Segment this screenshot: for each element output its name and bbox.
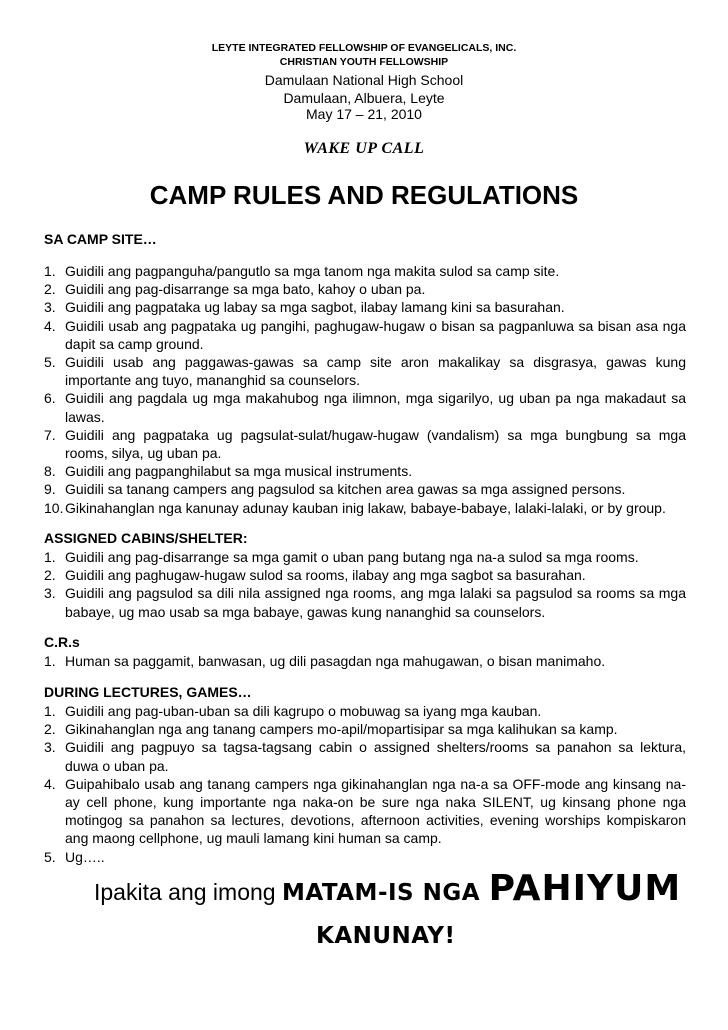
item-text: Gikinahanglan nga kanunay adunay kauban inig lakaw, babaye-babaye, lalaki-lalaki, or by group.	[65, 499, 666, 516]
venue-name: Damulaan National High School	[264, 72, 464, 88]
document-title: CAMP RULES AND REGULATIONS	[149, 180, 579, 210]
closing-fancy-text: MATAM-IS NGA	[281, 880, 489, 906]
section-heading-lectures-games: DURING LECTURES, GAMES…	[44, 684, 252, 700]
list-item	[44, 584, 686, 620]
list-item	[44, 499, 686, 517]
list-item	[44, 280, 686, 298]
item-number: 4.	[44, 775, 56, 792]
organization-name: LEYTE INTEGRATED FELLOWSHIP OF EVANGELICALS, INC.	[211, 42, 517, 54]
list-item	[44, 720, 686, 738]
list-item	[44, 566, 686, 584]
closing-last-text: KANUNAY!	[316, 923, 456, 949]
list-item	[44, 775, 686, 848]
fellowship-name: CHRISTIAN YOUTH FELLOWSHIP	[279, 56, 449, 68]
item-text: Guidili usab ang paggawas-gawas sa camp site aron makalikay sa disgrasya, gawas kung importante ang tuyo, mananghid sa counselors.	[65, 354, 686, 389]
item-text: Guidili ang pagsulod sa dili nila assigned nga rooms, ang mga lalaki sa pagsulod sa rooms sa mga babaye, ug mao usab sa mga babaye, gawas kung nananghid sa counselors.	[65, 585, 686, 620]
item-text: Guidili ang pagdala ug mga makahubog nga ilimnon, mga sigarilyo, ug uban pa nga makadaut sa lawas.	[65, 390, 686, 425]
item-text: Guidili ang pagpanguha/pangutlo sa mga tanom nga makita sulod sa camp site.	[65, 263, 560, 279]
list-item	[44, 426, 686, 462]
item-text: Guipahibalo usab ang tanang campers nga gikinahanglan nga na-a sa OFF-mode ang kinsang na-ay cell phone, kung importante nga naka-on be sure nga naka SILENT, ug kinsang phone nga motingog sa panahon sa lectures, devotions, afternoon activities, evening worships kompiskaron ang maong cellphone, ug mauli lamang kini human sa camp.	[65, 775, 686, 847]
item-number: 9.	[44, 481, 56, 498]
list-item	[44, 702, 686, 720]
item-text: Guidili ang pag-uban-uban sa dili kagrupo o mobuwag sa iyang mga kauban.	[65, 703, 542, 719]
list-item	[44, 480, 686, 498]
section-heading-comfort-rooms: C.R.s	[44, 634, 80, 650]
lecture-rules-list	[44, 702, 686, 866]
camp-site-rules-list	[44, 262, 686, 517]
item-number: 3.	[44, 585, 56, 602]
list-item	[44, 389, 686, 425]
list-item	[44, 298, 686, 316]
section-heading-camp-site: SA CAMP SITE…	[44, 231, 157, 247]
item-number: 8.	[44, 463, 56, 480]
item-text: Ug…..	[65, 848, 105, 865]
item-text: Guidili sa tanang campers ang pagsulod sa kitchen area gawas sa mga assigned persons.	[65, 481, 626, 498]
item-number: 2.	[44, 567, 56, 584]
venue-address: Damulaan, Albuera, Leyte	[283, 90, 445, 106]
item-text: Guidili ang pagpataka ug labay sa mga sagbot, ilabay lamang kini sa basurahan.	[65, 299, 565, 316]
item-number: 6.	[44, 390, 56, 407]
list-item	[44, 262, 686, 280]
item-number: 2.	[44, 721, 56, 738]
list-item	[44, 848, 686, 866]
item-text: Guidili ang pagpuyo sa tagsa-tagsang cabin o assigned shelters/rooms sa panahon sa lektura, duwa o uban pa.	[65, 739, 686, 774]
closing-slogan	[94, 868, 728, 909]
item-number: 3.	[44, 299, 56, 316]
list-item	[44, 652, 686, 670]
cabin-rules-list	[44, 548, 686, 621]
closing-lead-text: Ipakita ang imong	[94, 879, 282, 905]
list-item	[44, 738, 686, 774]
item-text: Human sa paggamit, banwasan, ug dili pasagdan nga mahugawan, o bisan manimaho.	[65, 653, 606, 669]
list-item	[44, 353, 686, 389]
cr-rules-list	[44, 652, 686, 670]
item-number: 5.	[44, 354, 56, 371]
item-text: Guidili ang pagpanghilabut sa mga musical instruments.	[65, 463, 413, 480]
item-number: 4.	[44, 317, 56, 334]
closing-slogan-line-2	[316, 922, 728, 949]
list-item	[44, 548, 686, 566]
item-text: Gikinahanglan nga ang tanang campers mo-apil/mopartisipar sa mga kalihukan sa kamp.	[65, 721, 618, 738]
item-text: Guidili ang pag-disarrange sa mga gamit o uban pang butang nga na-a sulod sa mga rooms.	[65, 549, 639, 565]
item-number: 5.	[44, 848, 56, 865]
section-heading-cabins: ASSIGNED CABINS/SHELTER:	[44, 530, 248, 546]
item-text: Guidili ang pag-disarrange sa mga bato, kahoy o uban pa.	[65, 281, 426, 298]
item-text: Guidili ang pagpataka ug pagsulat-sulat/hugaw-hugaw (vandalism) sa mga bungbung sa mga rooms, silya, ug uban pa.	[65, 426, 686, 462]
item-number: 1.	[44, 549, 56, 565]
item-number: 1.	[44, 263, 56, 279]
item-number: 2.	[44, 281, 56, 298]
event-dates: May 17 – 21, 2010	[306, 106, 422, 122]
item-number: 10.	[44, 499, 64, 516]
event-theme: WAKE UP CALL	[303, 140, 425, 157]
item-number: 3.	[44, 739, 56, 756]
list-item	[44, 317, 686, 353]
item-text: Guidili usab ang pagpataka ug pangihi, paghugaw-hugaw o bisan sa pagpanluwa sa bisan asa nga dapit sa camp ground.	[65, 317, 686, 352]
item-text: Guidili ang paghugaw-hugaw sulod sa rooms, ilabay ang mga sagbot sa basurahan.	[65, 567, 586, 584]
item-number: 7.	[44, 426, 56, 443]
item-number: 1.	[44, 653, 56, 669]
list-item	[44, 462, 686, 480]
item-number: 1.	[44, 703, 56, 719]
closing-big-text: PAHIYUM	[488, 868, 682, 909]
